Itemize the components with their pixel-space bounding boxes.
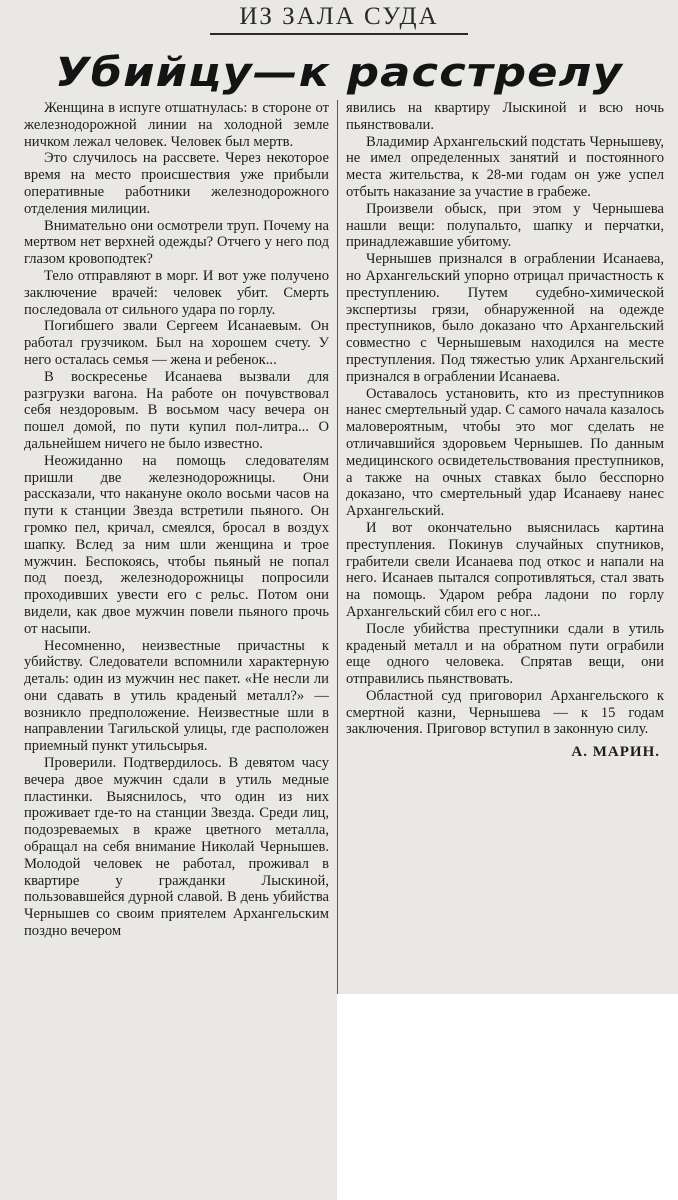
paragraph: Владимир Архангельский подстать Чернышеву, не имел определенных занятий и постоянного места жительства, к 28-ми годам он уже успел отбыть наказание за участие в грабеже. bbox=[346, 133, 664, 200]
article-headline: Убийцу—к расстрелу bbox=[55, 50, 623, 96]
paragraph: Женщина в испуге отшатнулась: в стороне от железнодорожной линии на холодной земле ничком лежал человек. Человек был мертв. bbox=[24, 100, 329, 150]
paragraph: явились на квартиру Лыскиной и всю ночь пьянствовали. bbox=[346, 100, 664, 133]
author-signature: А. МАРИН. bbox=[571, 744, 660, 761]
paragraph: Несомненно, неизвестные причастны к убийству. Следователи вспомнили характерную деталь: один из мужчин нес пакет. «Не несли ли они сдавать в утиль краденый металл?» — возникло предположение. Неизвестные шли в направлении Тагильской улицы, где расположен приемный пункт утильсырья. bbox=[24, 637, 329, 755]
blank-area bbox=[337, 994, 678, 1200]
paragraph: Погибшего звали Сергеем Исанаевым. Он работал грузчиком. Был на хорошем счету. У него осталась семья — жена и ребенок... bbox=[24, 318, 329, 368]
paragraph: Неожиданно на помощь следователям пришли две железнодорожницы. Они рассказали, что накануне около восьми часов на пути к станции Звезда встретили пьяного. Он громко пел, кричал, смеялся, бросал в воздух шапку. Вслед за ним шли женщина и трое мужчин. Беспокоясь, чтобы пьяный не попал под поезд, железнодорожницы попросили проходивших увести его с рельс. Потом они видели, как двое мужчин повели пьяного прочь от насыпи. bbox=[24, 452, 329, 637]
paragraph: Областной суд приговорил Архангельского к смертной казни, Чернышева — к 15 годам заключения. Приговор вступил в законную силу. bbox=[346, 687, 664, 738]
paragraph: И вот окончательно выяснилась картина преступления. Покинув случайных спутников, грабители свели Исанаева под откос и напали на него. Исанаев пытался сопротивляться, стал звать на помощь. Ударом ребра ладони по горлу Архангельский сбил его с ног... bbox=[346, 519, 664, 620]
article-column-left bbox=[24, 100, 329, 940]
paragraph: В воскресенье Исанаева вызвали для разгрузки вагона. На работе он почувствовал себя нездоровым. В восьмом часу вечера он пошел домой, по пути купил пол-литра... О дальнейшем ничего не было известно. bbox=[24, 368, 329, 452]
article-column-right bbox=[346, 100, 664, 761]
rubric-underline bbox=[210, 33, 468, 35]
section-rubric: ИЗ ЗАЛА СУДА bbox=[239, 3, 439, 30]
paragraph: Это случилось на рассвете. Через некоторое время на место происшествия уже прибыли оперативные работники железнодорожного отделения милиции. bbox=[24, 150, 329, 217]
paragraph: Произвели обыск, при этом у Чернышева нашли вещи: полупальто, шапку и перчатки, принадлежавшие убитому. bbox=[346, 200, 664, 251]
paragraph: Оставалось установить, кто из преступников нанес смертельный удар. С самого начала казалось маловероятным, чтобы это мог сделать не отличавшийся здоровьем Чернышев. По данным медицинского освидетельствования преступников, а также на очных ставках было бесспорно доказано, что смертельный удар Исанаеву нанес Архангельский. bbox=[346, 385, 664, 520]
paragraph: Внимательно они осмотрели труп. Почему на мертвом нет верхней одежды? Отчего у него под глазом кровоподтек? bbox=[24, 217, 329, 268]
paragraph: Проверили. Подтвердилось. В девятом часу вечера двое мужчин сдали в утиль медные пластинки. Выяснилось, что один из них проживает где-то на станции Звезда. Среди лиц, подозреваемых в краже цветного металла, обращал на себя внимание Николай Чернышев. Молодой человек не работал, проживал в квартире у гражданки Лыскиной, пользовавшейся дурной славой. В день убийства Чернышев со своим приятелем Архангельским поздно вечером bbox=[24, 755, 329, 940]
paragraph: Тело отправляют в морг. И вот уже получено заключение врачей: человек убит. Смерть последовала от сильного удара по горлу. bbox=[24, 267, 329, 318]
paragraph: Чернышев признался в ограблении Исанаева, но Архангельский упорно отрицал причастность к преступлению. Путем судебно-химической экспертизы грязи, обнаруженной на одежде преступников, было доказано что Архангельский совместно с Чернышевым находился на месте преступления. Под тяжестью улик Архангельский признался в ограблении Исанаева. bbox=[346, 251, 664, 385]
paragraph: После убийства преступники сдали в утиль краденый металл и на обратном пути ограбили еще одного человека. Спрятав вещи, они отправились пьянствовать. bbox=[346, 620, 664, 688]
